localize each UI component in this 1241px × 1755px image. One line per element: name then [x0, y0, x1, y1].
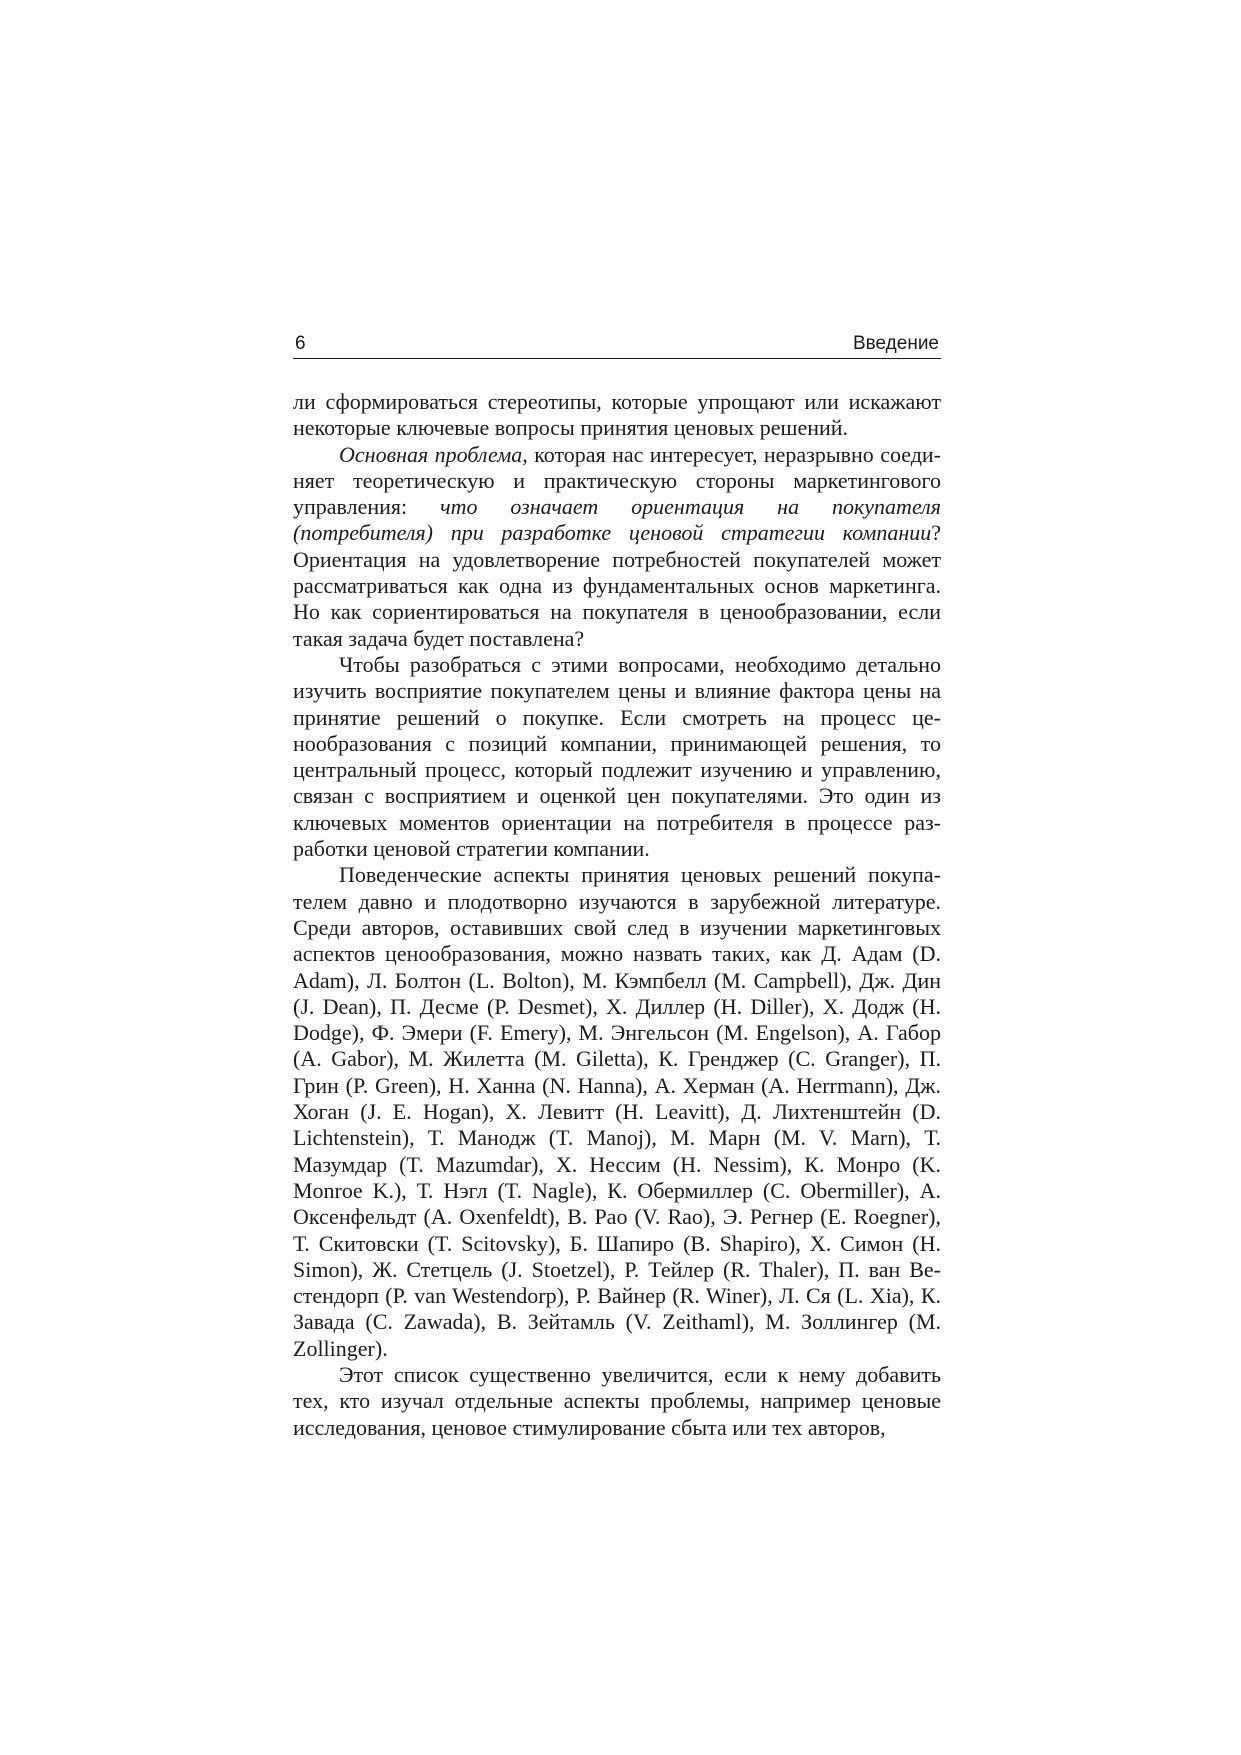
paragraph-2 [293, 442, 941, 652]
body-text [293, 389, 941, 1441]
text-run: ? Ориентация на удовлетворение потребностей покупателей может рассматриваться как одна из фундаментальных основ маркетинга. Но как сориентироваться на покупателя в ценообразовании, если такая задача будет поставлена? [293, 520, 941, 651]
text-run: Поведенческие аспекты принятия ценовых решений покупателем давно и плодотворно изучаются в зарубежной литературе. Среди авторов, оставивших свой след в изучении маркетинговых аспектов ценообразования, можно назвать таких, как Д. Адам (D. Adam), Л. Болтон (L. Bolton), М. Кэмпбелл (M. Campbell), Дж. Дин (J. Dean), П. Десме (P. Desmet), Х. Диллер (H. Diller), Х. Додж (H. Dodge), Ф. Эмери (F. Emery), М. Энгельсон (M. Engelson), А. Габор (A. Gabor), М. Жилетта (M. Giletta), К. Гренджер (C. Granger), П. Грин (P. Green), Н. Ханна (N. Hanna), А. Херман (A. Herrmann), Дж. Хоган (J. E. Hogan), Х. Левитт (H. Leavitt), Д. Лихтенштейн (D. Lichtenstein), Т. Манодж (T. Manoj), М. Марн (M. V. Marn), Т. Мазумдар (T. Mazumdar), Х. Нессим (H. Nessim), К. Монро (K. Monroe K.), Т. Нэгл (T. Nagle), К. Обермиллер (C. Obermiller), А. Оксенфельдт (A. Oxenfeldt), В. Рао (V. Rao), Э. Регнер (E. Roegner), Т. Скитовски (T. Scitovsky), Б. Шапиро (B. Shapiro), Х. Симон (H. Simon), Ж. Стетцель (J. Stoetzel), Р. Тейлер (R. Thaler), П. ван Вестендорп (P. van Westendorp), Р. Вайнер (R. Winer), Л. Ся (L. Xia), К. Завада (C. Zawada), В. Зейтамль (V. Zeithaml), М. Золлингер (M. Zollinger). [293, 862, 941, 1361]
page-number: 6 [295, 333, 306, 354]
paragraph-3 [293, 652, 941, 862]
italic-run: что означает ориентация на покупателя (потребителя) при разработке ценовой стратегии компании [293, 494, 941, 546]
paragraph-5 [293, 1362, 941, 1441]
italic-run: Основная проблема [339, 441, 523, 467]
text-run: Чтобы разобраться с этими вопросами, необходимо детально изучить восприятие покупателем цены и влияние фактора цены на принятие решений о покупке. Если смотреть на процесс ценообразования с позиций компании, принимающей решения, то центральный процесс, который подлежит изучению и управлению, связан с восприятием и оценкой цен покупателями. Это один из ключевых моментов ориентации на потребителя в процессе разработки ценовой стратегии компании. [293, 651, 941, 862]
paragraph-4 [293, 862, 941, 1362]
book-page [293, 330, 941, 1441]
section-title: Введение [852, 333, 939, 354]
text-run: , которая нас интересует, неразрывно соединяет теоретическую и практическую стороны маркетингового управления: [293, 441, 941, 520]
text-run: ли сформироваться стереотипы, которые упрощают или искажают некоторые ключевые вопросы принятия ценовых решений. [293, 389, 941, 441]
text-run: Этот список существенно увеличится, если к нему добавить тех, кто изучал отдельные аспекты проблемы, например ценовые исследования, ценовое стимулирование сбыта или тех авторов, [293, 1361, 941, 1440]
paragraph-1 [293, 389, 941, 442]
running-header [293, 330, 941, 359]
